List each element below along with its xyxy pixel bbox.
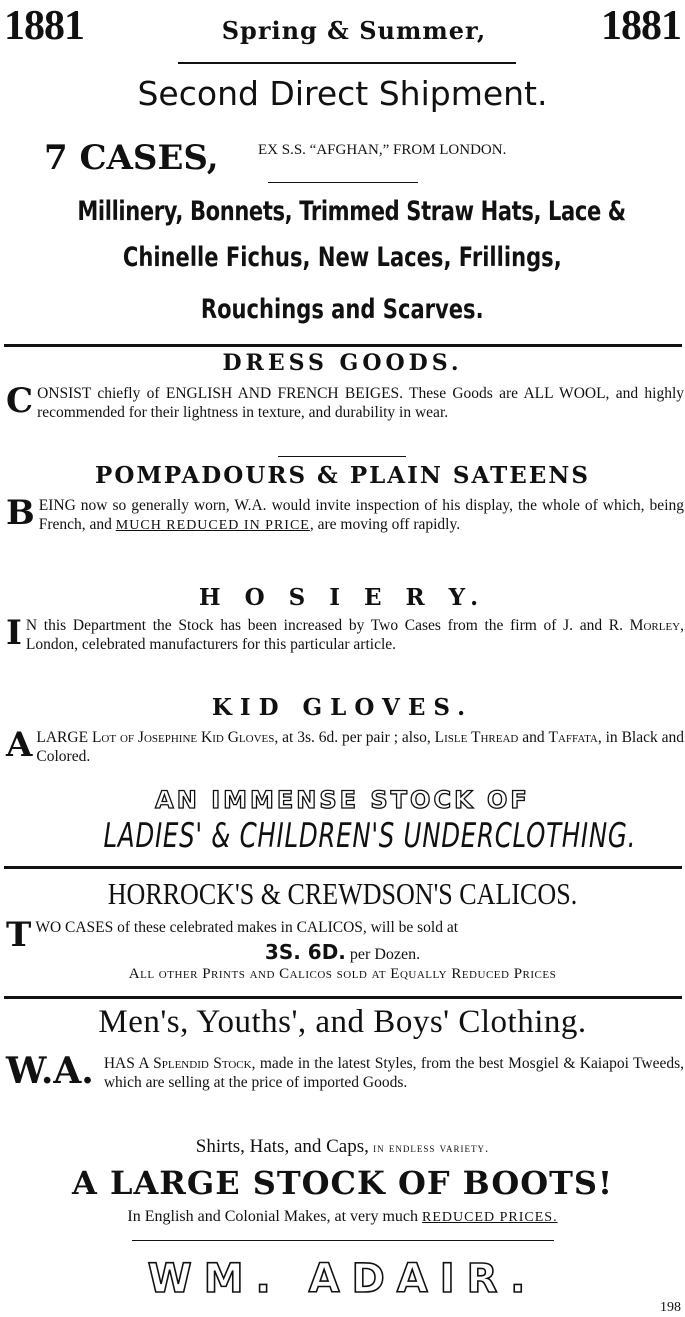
clothing-body-b: , made in the latest Styles, from the best Mosgiel & Kaiapoi Tweeds, which are selling at the price of imported Goods. xyxy=(103,1055,684,1091)
millinery-line-1 xyxy=(0,196,685,227)
pompadours-emphasis: MUCH REDUCED IN PRICE xyxy=(115,518,310,533)
underclothing-text: LADIES' & CHILDREN'S UNDERCLOTHING. xyxy=(103,816,637,856)
millinery-text-3: Rouchings and Scarves. xyxy=(201,294,484,325)
millinery-line-3 xyxy=(0,294,685,325)
pompadours-body-a: EING now so generally worn, W.A. would invite inspection of his display, the whole of which, being French, and xyxy=(38,497,684,533)
calicos-price-line xyxy=(0,940,685,964)
underclothing-line xyxy=(0,816,685,864)
dress-goods-text xyxy=(6,381,684,422)
dress-goods-heading: DRESS GOODS. xyxy=(222,350,463,376)
kid-gloves-product: Lot of Josephine Kid Gloves xyxy=(91,729,275,746)
clothing-body-a: HAS A xyxy=(103,1055,154,1072)
thick-divider xyxy=(4,344,682,347)
calicos-body: WO CASES of these celebrated makes in CALICOS, will be sold at xyxy=(35,919,459,936)
thick-divider xyxy=(4,866,682,869)
divider xyxy=(132,1240,554,1241)
shirts-text: Shirts, Hats, and Caps, xyxy=(195,1136,369,1157)
season-title: Spring & Summer, xyxy=(221,16,487,45)
divider xyxy=(178,62,516,64)
millinery-text-1: Millinery, Bonnets, Trimmed Straw Hats, Lace & xyxy=(77,196,626,227)
divider xyxy=(268,182,418,183)
dropcap-b: B xyxy=(6,493,35,533)
pompadours-heading: POMPADOURS & PLAIN SATEENS xyxy=(95,462,590,489)
pompadours-body-b: , are moving off rapidly. xyxy=(309,516,461,533)
immense-stock-heading: AN IMMENSE STOCK OF xyxy=(155,786,530,814)
hosiery-body-b: , London, celebrated manufacturers for this particular article. xyxy=(25,617,684,653)
dress-goods-body: ONSIST chiefly of ENGLISH AND FRENCH BEIGES. These Goods are ALL WOOL, and highly recommended for their lightness in texture, and durability in wear. xyxy=(37,385,684,421)
cases-line xyxy=(0,138,685,178)
clothing-stock: Splendid Stock xyxy=(153,1055,252,1072)
clothing-heading: Men's, Youths', and Boys' Clothing. xyxy=(98,1004,587,1040)
dropcap-a: A xyxy=(6,725,33,765)
hosiery-firm: Morley xyxy=(629,617,681,634)
kid-gloves-body-a: LARGE xyxy=(36,729,92,746)
kid-gloves-taffata: Taffata xyxy=(548,729,598,746)
kid-gloves-text xyxy=(6,725,685,766)
divider xyxy=(278,456,406,457)
merchant-name: WM. ADAIR. xyxy=(147,1256,538,1302)
calicos-price: 3S. 6D. xyxy=(264,940,346,964)
hosiery-body-a: N this Department the Stock has been increased by Two Cases from the firm of J. and R. xyxy=(25,617,630,634)
kid-gloves-body-b: , at 3s. 6d. per pair ; also, xyxy=(274,729,435,746)
header-line xyxy=(0,2,685,48)
thick-divider xyxy=(4,996,682,999)
boots-heading: A LARGE STOCK OF BOOTS! xyxy=(71,1164,614,1202)
shirts-suffix: in endless variety. xyxy=(368,1140,490,1155)
boots-text xyxy=(0,1208,685,1226)
dropcap-i: I xyxy=(6,613,22,653)
dropcap-t: T xyxy=(6,915,32,955)
clothing-initials: W.A. xyxy=(6,1050,94,1092)
calicos-note: All other Prints and Calicos sold at Equally Reduced Prices xyxy=(128,966,557,982)
millinery-text-2: Chinelle Fichus, New Laces, Frillings, xyxy=(123,242,562,273)
calicos-heading: HORROCK'S & CREWDSON'S CALICOS. xyxy=(107,876,578,911)
cases-detail: EX S.S. “AFGHAN,” FROM LONDON. xyxy=(258,142,507,158)
boots-body: In English and Colonial Makes, at very much xyxy=(127,1208,423,1225)
boots-emphasis: REDUCED PRICES. xyxy=(422,1210,558,1225)
hosiery-text xyxy=(6,613,684,654)
calicos-heading-line xyxy=(0,876,685,916)
pompadours-text xyxy=(6,493,684,535)
clothing-text xyxy=(6,1050,684,1092)
page-number: 198 xyxy=(660,1300,681,1315)
dropcap-c: C xyxy=(6,381,34,421)
kid-gloves-body-d: , in Black and Colored. xyxy=(36,729,685,765)
millinery-line-2 xyxy=(0,242,685,273)
kid-gloves-heading: KID GLOVES. xyxy=(211,694,474,721)
year-left: 1881 xyxy=(4,3,84,49)
kid-gloves-lisle: Lisle Thread xyxy=(434,729,519,746)
shirts-line xyxy=(0,1136,685,1158)
year-right: 1881 xyxy=(601,3,681,49)
cases-count: 7 CASES, xyxy=(44,138,219,178)
kid-gloves-body-c: and xyxy=(518,729,549,746)
shipment-title: Second Direct Shipment. xyxy=(137,74,548,113)
hosiery-heading: H O S I E R Y. xyxy=(198,584,487,611)
calicos-price-suffix: per Dozen. xyxy=(345,946,421,963)
